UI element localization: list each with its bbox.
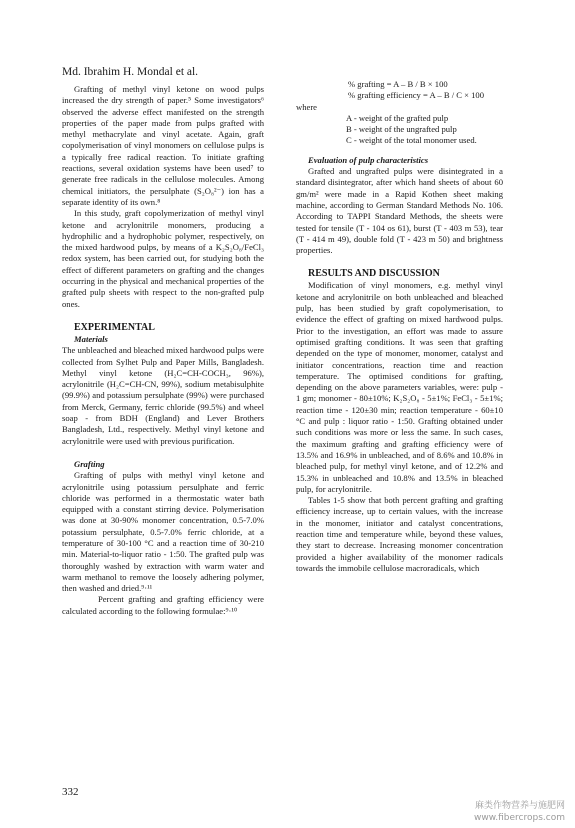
intro-paragraph: In this study, graft copolymerization of methyl vinyl ketone and acrylonitrile monomers, producing a hydrophilic and a hydrophobic polymer, respectively, on the mixed hardwood pulps, by means of a K₂S₂O₈/FeCl₃ redox system, has been carried out, for studying both the effect of different parameters on grafting and the changes occurring in the physical and mechanical properties of the grafted pulp sheets with respect to the non-grafted pulp ones. (62, 208, 264, 309)
subsection-heading-grafting: Grafting (74, 458, 105, 469)
section-heading-results: RESULTS AND DISCUSSION (308, 268, 440, 280)
running-header: Md. Ibrahim H. Mondal et al. (62, 66, 199, 78)
evaluation-paragraph: Grafted and ungrafted pulps were disintegrated in a standard disintegrator, after which hand sheets of about 60 gm/m² were made in a Rapid Kothen sheet making machine, according to German Standard Methods No. 106. According to TAPPI Standard Methods, the sheets were tested for tensile (T - 104 os 61), burst (T - 403 m 53), tear (T - 414 m 49), double fold (T - 423 m 50) and brightness properties. (296, 166, 503, 256)
page-number: 332 (62, 786, 79, 798)
intro-paragraph: Grafting of methyl vinyl ketone on wood pulps increased the dry strength of paper.⁵ Some investigators⁶ observed the adverse effect manifested on the strength properties of the paper made from pulps grafted with methyl methacrylate and vinyl acetate. Again, graft copolymerisation of vinyl monomers on cellulose pulps is a typically free radical reaction. To initiate grafting reactions, several oxidation systems have been used⁷ to generate free radicals in the cellulose molecules. Among chemical initiators, the persulphate (S₂O₈²⁻) ion has a separate identity of its own.⁸ (62, 84, 264, 207)
watermark (474, 800, 565, 824)
subsection-heading-materials: Materials (74, 333, 108, 344)
subsection-heading-evaluation: Evaluation of pulp characteristics (308, 154, 429, 165)
section-heading-experimental: EXPERIMENTAL (74, 321, 155, 333)
left-column (62, 84, 264, 617)
materials-paragraph: The unbleached and bleached mixed hardwood pulps were collected from Sylhet Pulp and Paper Mills, Bangladesh. Methyl vinyl ketone (H₂C=CH-COCH₃, 96%), acrylonitrile (H₂C=CH-CN, 99%), sodium metabisulphite (99.9%) and potassium persulphate (99%) were purchased from Merck, Germany, ferric chloride (99.5%) and wheel soap - from BDH (England) and Lever Brothers Bangladesh, Ltd., respectively. Methyl vinyl ketone and acrylonitrile were used with previous purification. (62, 345, 264, 446)
grafting-paragraph: Grafting of pulps with methyl vinyl ketone and acrylonitrile using potassium persulphate and ferric chloride was performed in a thermostatic water bath equipped with a constant stirring device. Polymerisation was done at 30-90% monomer concentration, 0.5-7.0% potassium persulphate, 0.5-7.0% ferric chloride, at a temperature of 30-100 °C and a reaction time of 30-210 min. Material-to-liquor ratio - 1:50. The grafted pulp was thoroughly washed by extraction with warm water and warm methanol to remove the loosely adhering polymer, then washed and dried.⁹·¹¹ (62, 470, 264, 594)
watermark-url: www.fibercrops.com (474, 813, 565, 823)
results-paragraph: Modification of vinyl monomers, e.g. methyl vinyl ketone and acrylonitrile on both unbleached and bleached pulp, has been studied by graft copolymerisation, to evidence the effect of grafting on mixed hardwood pulps. Prior to the investigation, an effort was made to assure optimised grafting conditions. It was seen that grafting depended on the type of monomer, monomer, catalyst and initiator concentrations, reaction time and reaction temperature. The optimised conditions for grafting, depending on the above parameters variables, were: pulp - 1 gm; monomer - 80±10%; K₂S₂O₈ - 5±1%; FeCl₃ - 5±1%; reaction time - 120±30 min; reaction temperature - 60±10 °C and pulp : liquor ratio - 1:50. Grafting obtained under such conditions was more or less the same. In such cases, the maximum grafting and grafting efficiency were of 13.5% and 16.9% in unbleached, and of 8.6% and 10.8% in bleached pulp, for methyl vinyl ketone, and of 12.2% and 15.3% in unbleached and 10.8% and 13.5% in bleached pulp, for acrylonitrile. (296, 280, 503, 494)
results-paragraph: Tables 1-5 show that both percent grafting and grafting efficiency increase, up to certain values, with the increase in the monomer, initiator and catalyst concentrations, reaction time and temperature while, beyond these values, they start to decrease. Increasing monomer concentration provided a higher availability of the monomer radicals towards the immobile cellulose macroradicals, which (296, 495, 503, 573)
where-label: where (296, 101, 317, 112)
right-column (296, 79, 503, 574)
definition-c: C - weight of the total monomer used. (346, 135, 477, 146)
definition-a: A - weight of the grafted pulp (346, 112, 449, 123)
formula-grafting: % grafting = A – B / B × 100 (348, 79, 448, 89)
formula-grafting-efficiency: % grafting efficiency = A – B / C × 100 (348, 90, 485, 101)
watermark-title: 麻类作物营养与施肥网 (474, 801, 565, 811)
percent-grafting-paragraph: Percent grafting and grafting efficiency were calculated according to the following formulae:⁹·¹⁰ (62, 594, 264, 616)
definition-b: B - weight of the ungrafted pulp (346, 124, 457, 135)
